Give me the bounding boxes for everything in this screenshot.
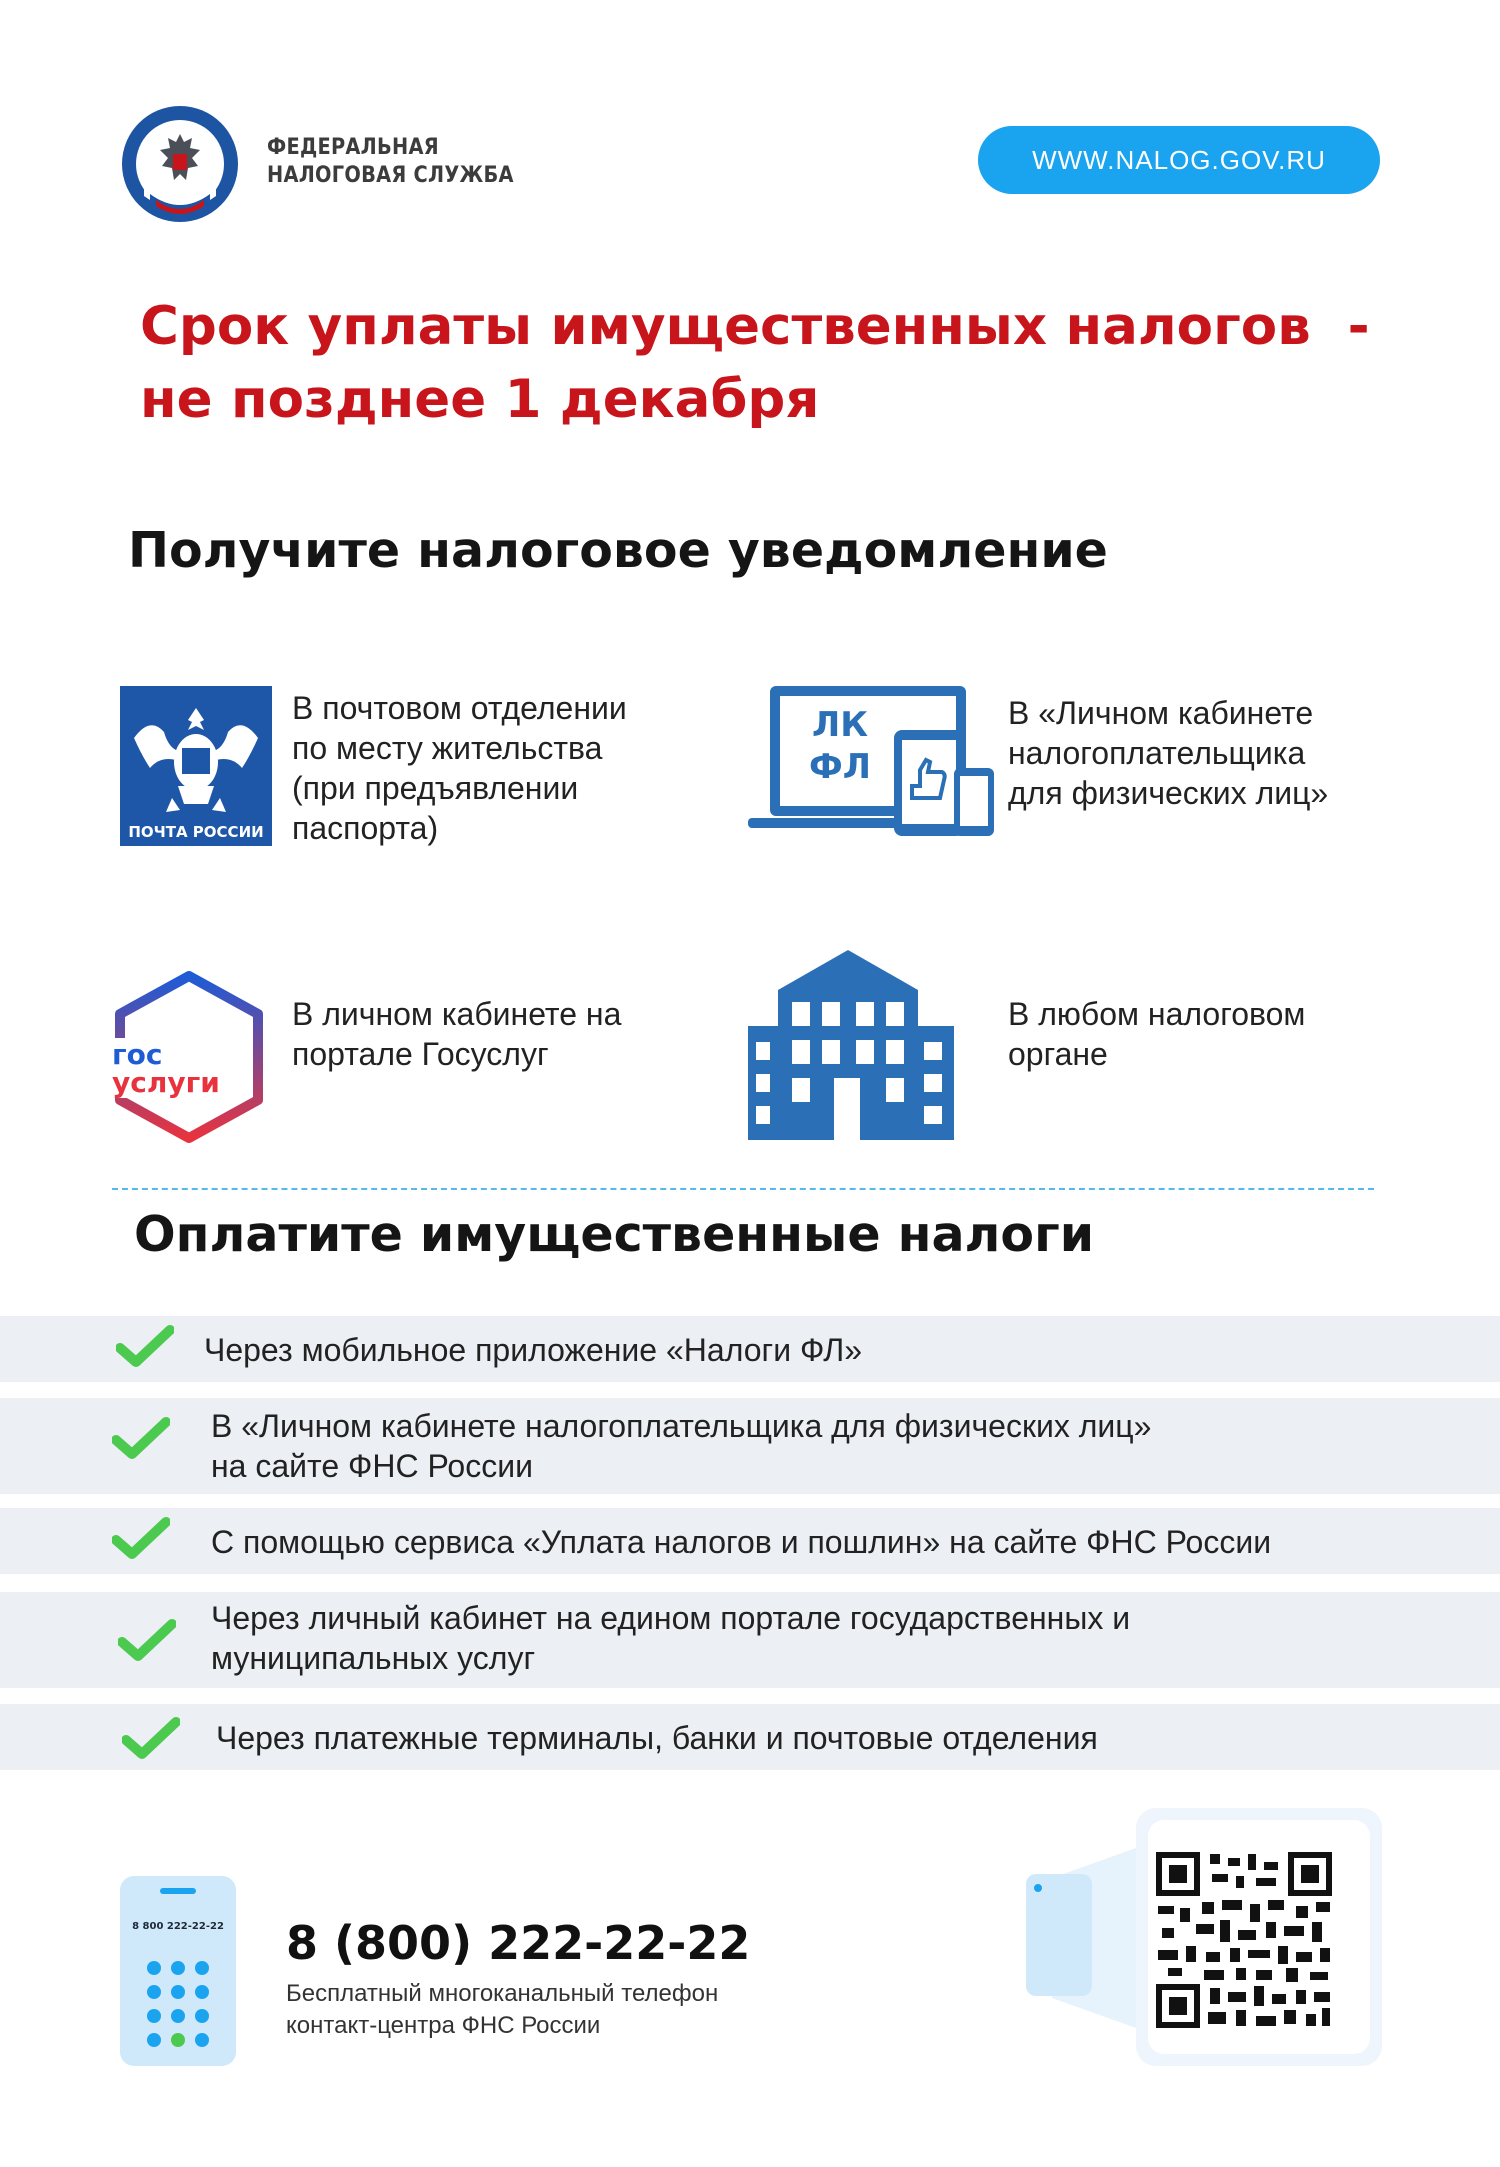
deadline-headline (140, 290, 1400, 436)
pay-method-row (0, 1592, 1500, 1688)
hotline-desc-line: контакт-центра ФНС России (286, 2012, 601, 2039)
headline-line2: не позднее 1 декабря (140, 369, 820, 430)
qr-code[interactable] (1156, 1852, 1332, 2028)
receive-section-title: Получите налоговое уведомление (128, 522, 1108, 579)
method-text-line: налогоплательщика (1008, 735, 1306, 771)
method-text-line: В «Личном кабинете (1008, 695, 1314, 731)
check-icon (112, 1416, 170, 1460)
org-name-line2: НАЛОГОВАЯ СЛУЖБА (267, 163, 514, 188)
pay-method-row (0, 1316, 1500, 1382)
check-icon (116, 1324, 174, 1368)
org-name-line1: ФЕДЕРАЛЬНАЯ (267, 135, 439, 160)
lk-brand-text: ЛК (811, 705, 869, 745)
pay-method-line: на сайте ФНС России (211, 1448, 533, 1484)
check-icon (122, 1716, 180, 1760)
pay-method-row (0, 1704, 1500, 1770)
pay-method-row (0, 1508, 1500, 1574)
pay-method-text: С помощью сервиса «Уплата налогов и пошлин» на сайте ФНС России (211, 1524, 1272, 1560)
pay-method-text: Через мобильное приложение «Налоги ФЛ» (204, 1332, 863, 1368)
check-icon (112, 1516, 170, 1560)
pay-method-line: муниципальных услуг (211, 1640, 536, 1676)
check-icon (118, 1618, 176, 1662)
receive-method-lk-fl (1008, 693, 1428, 813)
section-divider (112, 1188, 1374, 1190)
pay-method-text: Через платежные терминалы, банки и почтовые отделения (216, 1720, 1098, 1756)
phone-screen-number: 8 800 222-22-22 (132, 1921, 224, 1932)
pay-section-title: Оплатите имущественные налоги (134, 1206, 1095, 1263)
site-url-button[interactable]: WWW.NALOG.GOV.RU (978, 126, 1380, 194)
hotline-phone-number[interactable]: 8 (800) 222-22-22 (286, 1916, 751, 1970)
method-text-line: для физических лиц» (1008, 775, 1329, 811)
hotline-desc-line: Бесплатный многоканальный телефон (286, 1980, 719, 2007)
pay-method-text (211, 1598, 1130, 1678)
pay-method-text (211, 1406, 1151, 1486)
gosuslugi-icon (108, 968, 270, 1146)
pay-method-row (0, 1398, 1500, 1494)
method-text-line: (при предъявлении (292, 770, 579, 806)
method-text-line: портале Госуслуг (292, 1036, 549, 1072)
russian-post-icon (120, 686, 272, 846)
receive-method-post (292, 688, 712, 848)
receive-method-tax-office (1008, 994, 1428, 1074)
phone-keypad-icon (120, 1876, 236, 2066)
method-text-line: органе (1008, 1036, 1108, 1072)
gos-brand-text: гос (112, 1038, 163, 1071)
headline-line1: Срок уплаты имущественных налогов - (140, 296, 1370, 357)
pay-method-line: В «Личном кабинете налогоплательщика для физических лиц» (211, 1408, 1152, 1444)
method-text-line: В любом налоговом (1008, 996, 1306, 1032)
fl-brand-text: ФЛ (809, 747, 871, 787)
receive-method-gosuslugi (292, 994, 712, 1074)
method-text-line: по месту жительства (292, 730, 603, 766)
tax-office-building-icon (748, 950, 954, 1140)
method-text-line: паспорта) (292, 810, 439, 846)
lk-fl-devices-icon (748, 686, 996, 838)
fns-emblem-logo (120, 104, 240, 224)
method-text-line: В почтовом отделении (292, 690, 627, 726)
fns-org-name (267, 134, 514, 190)
method-text-line: В личном кабинете на (292, 996, 622, 1032)
uslugi-brand-text: услуги (112, 1066, 220, 1099)
hotline-description (286, 1978, 718, 2042)
pay-method-line: Через личный кабинет на едином портале государственных и (211, 1600, 1131, 1636)
russian-post-brand-text: ПОЧТА РОССИИ (128, 823, 264, 841)
